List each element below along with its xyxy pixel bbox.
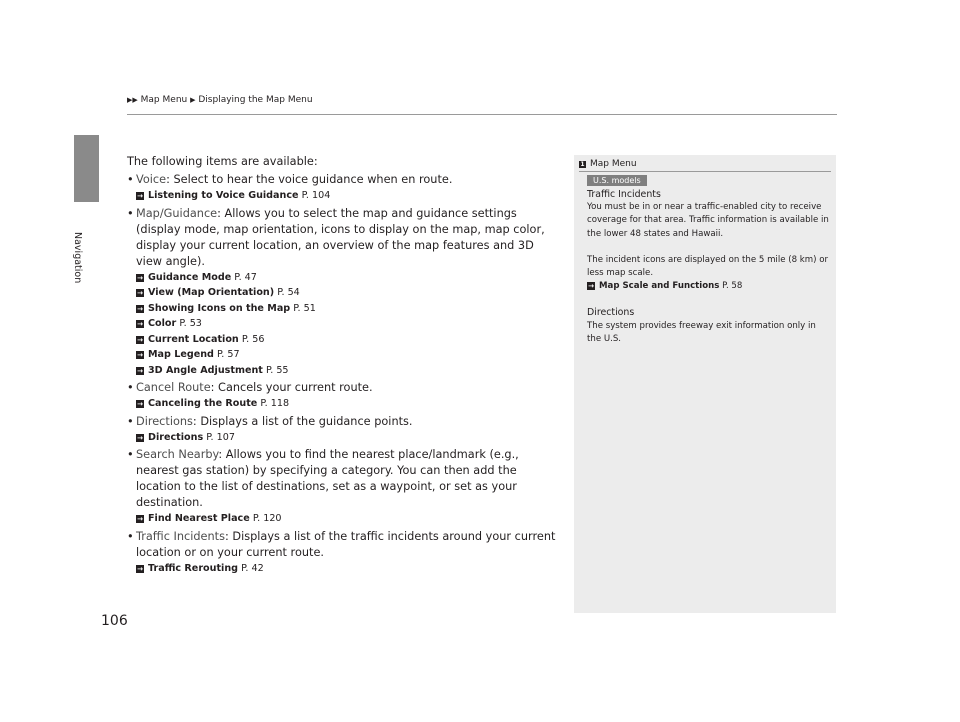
- bullet-icon: •: [127, 448, 134, 461]
- sidebar-note-panel: [574, 155, 836, 613]
- reference-link[interactable]: → Find Nearest Place P. 120: [137, 513, 282, 524]
- page-number: 106: [101, 613, 128, 629]
- reference-link[interactable]: → Traffic Rerouting P. 42: [137, 562, 264, 574]
- reference-arrow-icon: →: [137, 400, 143, 408]
- reference-link[interactable]: → 3D Angle Adjustment P. 55: [137, 364, 289, 376]
- sidebar-text: You must be in or near a traffic-enabled city to receive coverage for that area. Traffic information is available in the lower 48 states and Hawaii.: [587, 202, 829, 239]
- bullet-icon: •: [127, 529, 134, 543]
- bullet-icon: •: [127, 173, 134, 186]
- reference-arrow-icon: →: [588, 282, 594, 291]
- item-desc: : Displays a list of the guidance points.: [192, 414, 413, 428]
- list-item: [127, 172, 559, 204]
- models-badge: U.S. models: [587, 175, 647, 186]
- bullet-icon: •: [127, 206, 134, 220]
- list-item: [127, 206, 559, 379]
- reference-arrow-icon: →: [137, 433, 143, 442]
- list-item: [127, 447, 559, 527]
- item-desc: : Cancels your current route.: [210, 381, 373, 394]
- breadcrumb-triangle-icon: ▶: [190, 96, 196, 104]
- reference-arrow-icon: →: [137, 192, 143, 200]
- reference-link[interactable]: → Canceling the Route P. 118: [137, 398, 290, 409]
- item-desc: : Select to hear the voice guidance when en route.: [166, 173, 453, 186]
- breadcrumb-triangle-icon: ▶▶: [127, 96, 138, 104]
- reference-arrow-icon: →: [137, 289, 143, 297]
- item-desc: : Allows you to find the nearest place/landmark (e.g., nearest gas station) by specifying a category. You can then add the location to the list of destinations, set as a waypoint, or set as your destination.: [136, 448, 519, 509]
- reference-link[interactable]: → Map Legend P. 57: [137, 349, 240, 360]
- reference-link[interactable]: → Showing Icons on the Map P. 51: [137, 302, 316, 314]
- item-term: Traffic Incidents: [136, 529, 225, 543]
- item-desc: : Allows you to select the map and guidance settings (display mode, map orientation, icons to display on the map, map color, display your current location, an overview of the map features and 3D view angle).: [136, 206, 545, 268]
- reference-arrow-icon: →: [137, 273, 143, 282]
- item-desc: : Displays a list of the traffic incidents around your current location or on your current route.: [136, 529, 556, 559]
- sidebar-text: The system provides freeway exit information only in the U.S.: [587, 320, 816, 344]
- reference-arrow-icon: 1: [580, 161, 585, 168]
- reference-link[interactable]: → Listening to Voice Guidance P. 104: [137, 190, 331, 201]
- side-tab-label: Navigation: [72, 232, 83, 284]
- breadcrumb: [127, 95, 313, 105]
- breadcrumb-item[interactable]: Map Menu: [140, 95, 188, 105]
- reference-link[interactable]: → Map Scale and Functions P. 58: [588, 281, 743, 292]
- reference-arrow-icon: →: [137, 351, 143, 359]
- intro-text: The following items are available:: [127, 155, 318, 168]
- reference-link[interactable]: → Guidance Mode P. 47: [137, 271, 257, 283]
- item-term: Map/Guidance: [136, 206, 218, 220]
- list-item: [127, 414, 559, 446]
- breadcrumb-item[interactable]: Displaying the Map Menu: [198, 95, 313, 105]
- item-term: Search Nearby: [136, 448, 219, 461]
- list-item: [127, 529, 559, 577]
- sidebar-section-title: Traffic Incidents: [587, 189, 661, 200]
- side-tab-marker: [74, 135, 99, 202]
- bullet-icon: •: [127, 414, 134, 428]
- reference-arrow-icon: →: [137, 335, 143, 344]
- main-content: [127, 154, 559, 576]
- reference-link[interactable]: → Color P. 53: [137, 318, 202, 329]
- item-term: Cancel Route: [136, 381, 211, 394]
- header-divider: [127, 114, 837, 115]
- reference-arrow-icon: →: [137, 564, 143, 573]
- sidebar-text: The incident icons are displayed on the 5 mile (8 km) or less map scale.: [587, 254, 829, 279]
- item-term: Voice: [136, 173, 167, 186]
- sidebar-header: 1 Map Menu: [579, 158, 831, 172]
- reference-arrow-icon: →: [137, 515, 143, 523]
- reference-arrow-icon: →: [137, 366, 143, 375]
- sidebar-body: [587, 188, 830, 346]
- reference-link[interactable]: → View (Map Orientation) P. 54: [137, 287, 300, 298]
- bullet-icon: •: [127, 381, 134, 394]
- list-item: [127, 380, 559, 412]
- reference-link[interactable]: → Current Location P. 56: [137, 333, 265, 345]
- reference-link[interactable]: → Directions P. 107: [137, 431, 235, 443]
- sidebar-section-title: Directions: [587, 307, 635, 319]
- reference-arrow-icon: →: [137, 320, 143, 328]
- reference-arrow-icon: →: [137, 304, 143, 313]
- item-term: Directions: [136, 414, 193, 428]
